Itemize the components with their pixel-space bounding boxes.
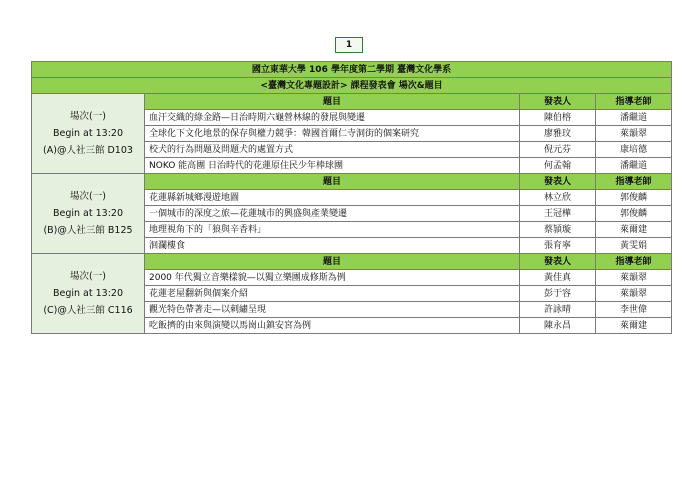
session-c-label [32, 254, 145, 334]
advisor-cell: 萊韻翠 [596, 270, 672, 286]
title-row-1 [32, 62, 672, 78]
presenter-cell: 張育寧 [520, 238, 596, 254]
session-b-name: 場次(一) [70, 191, 106, 202]
session-c-header-row [32, 254, 672, 270]
topic-cell: 洄瀾樓食 [145, 238, 520, 254]
session-a-name: 場次(一) [70, 111, 106, 122]
presenter-cell: 廖雅玟 [520, 126, 596, 142]
table-subtitle: <臺灣文化專題設計> 課程發表會 場次&題目 [32, 78, 672, 94]
header-topic: 題目 [145, 174, 520, 190]
topic-cell: 花蓮老屋翻新與個案介紹 [145, 286, 520, 302]
session-c-name: 場次(一) [70, 271, 106, 282]
header-advisor: 指導老師 [596, 174, 672, 190]
advisor-cell: 潘繼道 [596, 110, 672, 126]
session-c-time: Begin at 13:20 [52, 288, 124, 299]
topic-cell: 地理視角下的「狼與辛香料」 [145, 222, 520, 238]
presenter-cell: 陳伯榕 [520, 110, 596, 126]
header-presenter: 發表人 [520, 174, 596, 190]
table-title: 國立東華大學 106 學年度第二學期 臺灣文化學系 [32, 62, 672, 78]
advisor-cell: 萊爾建 [596, 222, 672, 238]
presenter-cell: 蔡頴璇 [520, 222, 596, 238]
session-c-room: (C)@人社三館 C116 [43, 305, 133, 316]
presenter-cell: 倪元芬 [520, 142, 596, 158]
advisor-cell: 萊爾建 [596, 318, 672, 334]
session-b-time: Begin at 13:20 [52, 208, 124, 219]
presenter-cell: 林立欣 [520, 190, 596, 206]
topic-cell: NOKO 能高團 日治時代的花蓮原住民少年棒球團 [145, 158, 520, 174]
header-topic: 題目 [145, 254, 520, 270]
advisor-cell: 郭俊麟 [596, 206, 672, 222]
schedule-table [31, 61, 672, 334]
session-b-label [32, 174, 145, 254]
header-presenter: 發表人 [520, 254, 596, 270]
header-topic: 題目 [145, 94, 520, 110]
header-advisor: 指導老師 [596, 94, 672, 110]
advisor-cell: 郭俊麟 [596, 190, 672, 206]
session-a-time: Begin at 13:20 [52, 128, 124, 139]
advisor-cell: 潘繼道 [596, 158, 672, 174]
presenter-cell: 許詠晴 [520, 302, 596, 318]
advisor-cell: 黃雯娟 [596, 238, 672, 254]
header-advisor: 指導老師 [596, 254, 672, 270]
advisor-cell: 萊韻翠 [596, 286, 672, 302]
topic-cell: 吃飯擠的由來與演變以馬崗山鎮安宮為例 [145, 318, 520, 334]
session-a-label [32, 94, 145, 174]
presenter-cell: 黃佳真 [520, 270, 596, 286]
presenter-cell: 王冠樺 [520, 206, 596, 222]
topic-cell: 2000 年代獨立音樂樣貌—以獨立樂團成修斯為例 [145, 270, 520, 286]
topic-cell: 一個城市的深度之旅—花蓮城市的興盛與產業變遷 [145, 206, 520, 222]
session-b-room: (B)@人社三館 B125 [43, 225, 133, 236]
presenter-cell: 何孟翰 [520, 158, 596, 174]
advisor-cell: 李世偉 [596, 302, 672, 318]
session-a-header-row [32, 94, 672, 110]
advisor-cell: 萊韻翠 [596, 126, 672, 142]
presenter-cell: 彭于容 [520, 286, 596, 302]
header-presenter: 發表人 [520, 94, 596, 110]
topic-cell: 校犬的行為問題及問題犬的處置方式 [145, 142, 520, 158]
topic-cell: 全球化下文化地景的保存與權力競爭：韓國首爾仁寺洞街的個案研究 [145, 126, 520, 142]
topic-cell: 觀光特色帶著走—以刺繡呈現 [145, 302, 520, 318]
presenter-cell: 陳永昌 [520, 318, 596, 334]
advisor-cell: 康培德 [596, 142, 672, 158]
topic-cell: 血汗交織的綠金路—日治時期六龜營林線的發展與變遷 [145, 110, 520, 126]
topic-cell: 花蓮縣新城鄉漫遊地圖 [145, 190, 520, 206]
title-row-2 [32, 78, 672, 94]
page-number: 1 [335, 37, 363, 53]
session-b-header-row [32, 174, 672, 190]
session-a-room: (A)@人社三館 D103 [43, 145, 133, 156]
